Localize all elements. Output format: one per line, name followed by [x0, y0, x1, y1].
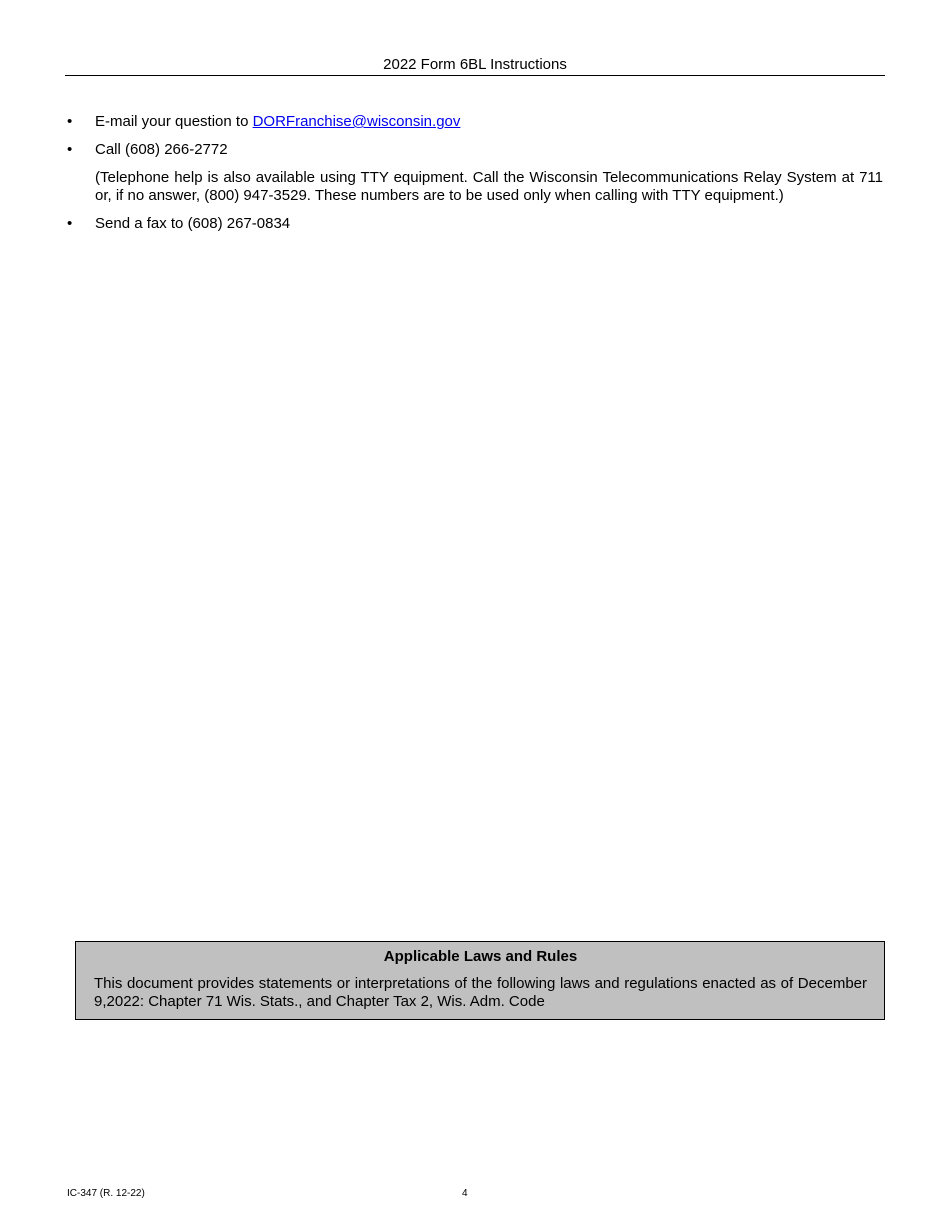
tty-note: (Telephone help is also available using TTY equipment. Call the Wisconsin Telecommunications Relay System at 711 or, if no answer, (800) 947-3529. These numbers are to be used only when calling with TTY equipment.): [95, 169, 883, 204]
page-title: 2022 Form 6BL Instructions: [383, 56, 567, 73]
footer-page-number: 4: [462, 1188, 468, 1199]
bullet-icon: •: [67, 215, 73, 232]
laws-box-body: This document provides statements or interpretations of the following laws and regulations enacted as of December 9,2022: Chapter 71 Wis. Stats., and Chapter Tax 2, Wis. Adm. Code: [94, 975, 867, 1010]
bullet-icon: •: [67, 141, 73, 158]
bullet-icon: •: [67, 113, 73, 130]
email-prefix-text: E-mail your question to: [95, 113, 253, 130]
email-link[interactable]: DORFranchise@wisconsin.gov: [252, 113, 461, 130]
applicable-laws-box: [75, 941, 885, 1020]
page-header: [65, 55, 885, 76]
footer-form-id: IC-347 (R. 12-22): [67, 1188, 145, 1199]
fax-text: Send a fax to (608) 267-0834: [95, 215, 291, 232]
call-text: Call (608) 266-2772: [95, 141, 228, 158]
list-item-call: [0, 141, 950, 205]
contact-list: [0, 113, 950, 233]
list-item-fax: [0, 215, 950, 233]
list-item-email: [0, 113, 950, 131]
laws-box-title: Applicable Laws and Rules: [383, 948, 578, 965]
